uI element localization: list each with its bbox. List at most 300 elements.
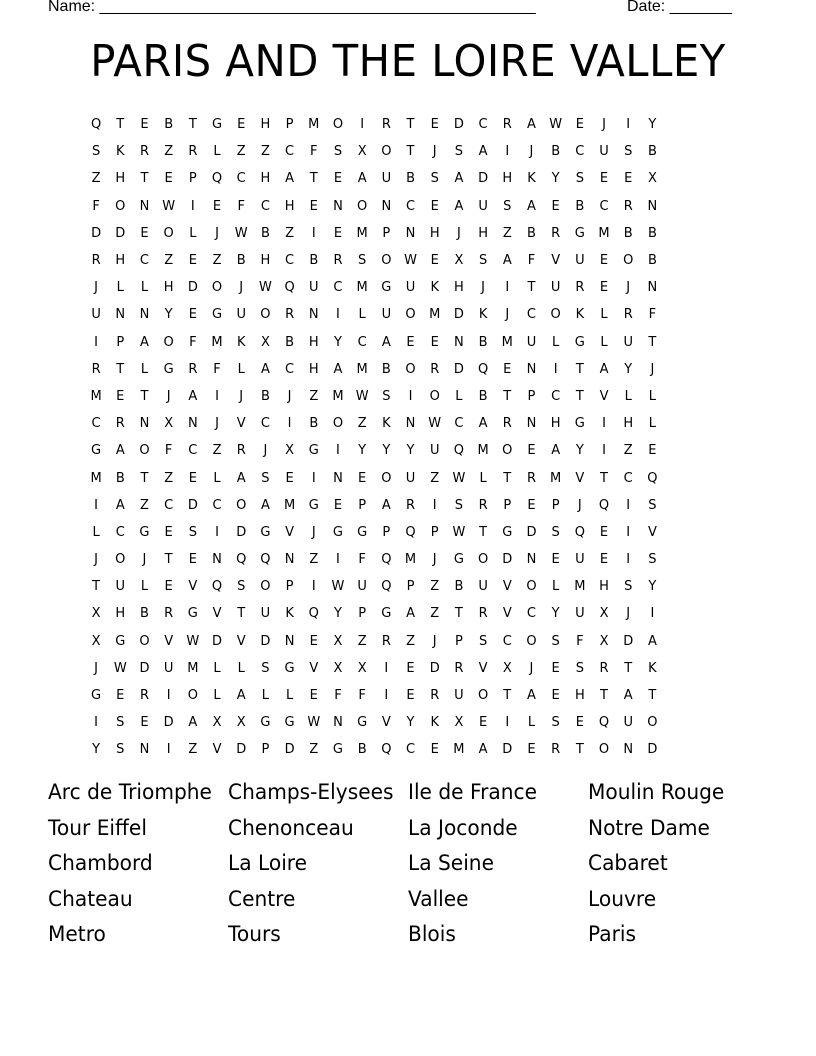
- grid-letter[interactable]: F: [334, 688, 342, 704]
- grid-letter[interactable]: O: [211, 280, 223, 296]
- grid-letter[interactable]: J: [529, 660, 534, 676]
- grid-letter[interactable]: X: [599, 633, 609, 649]
- grid-letter[interactable]: A: [478, 742, 488, 758]
- grid-letter[interactable]: A: [381, 497, 391, 513]
- grid-letter[interactable]: C: [285, 144, 295, 160]
- grid-letter[interactable]: B: [381, 361, 391, 377]
- grid-letter[interactable]: R: [430, 688, 440, 704]
- grid-letter[interactable]: M: [404, 552, 417, 568]
- grid-letter[interactable]: C: [139, 253, 149, 269]
- grid-letter[interactable]: Q: [598, 715, 610, 731]
- grid-letter[interactable]: N: [526, 416, 537, 432]
- grid-letter[interactable]: Z: [357, 633, 367, 649]
- grid-letter[interactable]: O: [477, 688, 489, 704]
- grid-letter[interactable]: H: [599, 579, 609, 595]
- grid-letter[interactable]: S: [454, 497, 464, 513]
- grid-letter[interactable]: C: [91, 416, 101, 432]
- grid-letter[interactable]: O: [647, 715, 658, 731]
- grid-letter[interactable]: A: [285, 171, 295, 187]
- grid-letter[interactable]: J: [626, 606, 631, 622]
- grid-letter[interactable]: L: [624, 388, 632, 404]
- grid-letter[interactable]: O: [526, 633, 537, 649]
- grid-letter[interactable]: S: [575, 171, 584, 187]
- grid-letter[interactable]: U: [526, 334, 537, 350]
- grid-letter[interactable]: J: [142, 552, 147, 568]
- grid-letter[interactable]: Z: [309, 742, 319, 758]
- grid-letter[interactable]: T: [140, 388, 149, 404]
- grid-letter[interactable]: D: [647, 742, 658, 758]
- grid-letter[interactable]: Y: [648, 579, 657, 595]
- grid-letter[interactable]: E: [188, 253, 197, 269]
- grid-letter[interactable]: A: [115, 443, 125, 459]
- grid-letter[interactable]: V: [212, 742, 222, 758]
- grid-letter[interactable]: D: [526, 524, 537, 540]
- grid-letter[interactable]: L: [140, 280, 149, 296]
- grid-letter[interactable]: O: [381, 253, 392, 269]
- grid-letter[interactable]: M: [356, 225, 368, 241]
- grid-letter[interactable]: J: [650, 361, 655, 377]
- grid-letter[interactable]: S: [261, 660, 270, 676]
- grid-letter[interactable]: O: [357, 198, 368, 214]
- grid-letter[interactable]: R: [333, 253, 343, 269]
- grid-letter[interactable]: Q: [647, 470, 658, 486]
- grid-letter[interactable]: Z: [164, 144, 174, 160]
- grid-letter[interactable]: T: [92, 579, 101, 595]
- grid-letter[interactable]: I: [505, 715, 510, 731]
- grid-letter[interactable]: V: [381, 715, 391, 731]
- grid-letter[interactable]: E: [599, 524, 609, 540]
- grid-letter[interactable]: E: [188, 470, 197, 486]
- grid-letter[interactable]: O: [115, 198, 126, 214]
- grid-letter[interactable]: A: [527, 198, 536, 214]
- grid-letter[interactable]: V: [164, 633, 174, 649]
- grid-letter[interactable]: R: [381, 117, 391, 133]
- grid-letter[interactable]: Q: [90, 117, 102, 133]
- grid-letter[interactable]: O: [260, 307, 271, 323]
- grid-letter[interactable]: E: [333, 225, 343, 241]
- grid-letter[interactable]: L: [237, 660, 245, 676]
- grid-letter[interactable]: G: [381, 280, 392, 296]
- grid-letter[interactable]: Z: [502, 225, 512, 241]
- grid-letter[interactable]: P: [188, 171, 197, 187]
- grid-letter[interactable]: S: [503, 198, 512, 214]
- grid-letter[interactable]: A: [357, 171, 367, 187]
- grid-letter[interactable]: E: [333, 497, 343, 513]
- grid-letter[interactable]: B: [406, 171, 415, 187]
- grid-letter[interactable]: C: [236, 171, 246, 187]
- grid-letter[interactable]: R: [623, 198, 633, 214]
- grid-letter[interactable]: I: [336, 552, 340, 568]
- grid-letter[interactable]: L: [261, 688, 270, 704]
- grid-letter[interactable]: F: [92, 198, 100, 214]
- grid-letter[interactable]: B: [115, 470, 125, 486]
- grid-letter[interactable]: L: [189, 225, 197, 241]
- grid-letter[interactable]: H: [284, 198, 295, 214]
- grid-letter[interactable]: C: [623, 470, 633, 486]
- grid-letter[interactable]: N: [381, 198, 392, 214]
- grid-letter[interactable]: P: [285, 117, 294, 133]
- grid-letter[interactable]: P: [358, 497, 367, 513]
- grid-letter[interactable]: S: [237, 579, 246, 595]
- grid-letter[interactable]: Q: [284, 280, 295, 296]
- grid-letter[interactable]: E: [478, 715, 488, 731]
- grid-letter[interactable]: V: [575, 470, 585, 486]
- grid-letter[interactable]: W: [452, 470, 466, 486]
- grid-letter[interactable]: V: [188, 579, 198, 595]
- grid-letter[interactable]: U: [550, 280, 561, 296]
- grid-letter[interactable]: R: [91, 253, 101, 269]
- grid-letter[interactable]: J: [287, 388, 292, 404]
- grid-letter[interactable]: I: [215, 388, 219, 404]
- grid-letter[interactable]: A: [527, 688, 536, 704]
- grid-letter[interactable]: Q: [574, 524, 585, 540]
- grid-letter[interactable]: S: [551, 524, 560, 540]
- grid-letter[interactable]: Z: [91, 171, 101, 187]
- grid-letter[interactable]: F: [358, 688, 366, 704]
- grid-letter[interactable]: E: [116, 688, 125, 704]
- grid-letter[interactable]: T: [648, 688, 657, 704]
- grid-letter[interactable]: D: [478, 171, 489, 187]
- grid-letter[interactable]: J: [215, 416, 219, 432]
- grid-letter[interactable]: V: [236, 633, 246, 649]
- grid-letter[interactable]: W: [186, 633, 200, 649]
- grid-letter[interactable]: H: [550, 416, 561, 432]
- grid-letter[interactable]: N: [647, 198, 658, 214]
- grid-letter[interactable]: X: [260, 334, 270, 350]
- grid-letter[interactable]: H: [308, 361, 319, 377]
- grid-letter[interactable]: L: [552, 334, 560, 350]
- grid-letter[interactable]: C: [285, 253, 295, 269]
- grid-letter[interactable]: L: [116, 280, 124, 296]
- grid-letter[interactable]: A: [381, 334, 391, 350]
- grid-letter[interactable]: U: [623, 715, 633, 731]
- grid-letter[interactable]: E: [406, 688, 415, 704]
- grid-letter[interactable]: J: [166, 388, 171, 404]
- grid-letter[interactable]: W: [258, 280, 272, 296]
- grid-letter[interactable]: I: [166, 742, 171, 758]
- grid-letter[interactable]: E: [551, 552, 560, 568]
- grid-letter[interactable]: A: [478, 144, 488, 160]
- grid-letter[interactable]: D: [91, 225, 102, 241]
- grid-letter[interactable]: H: [260, 117, 271, 133]
- grid-letter[interactable]: U: [405, 280, 416, 296]
- grid-letter[interactable]: V: [551, 253, 561, 269]
- grid-letter[interactable]: P: [503, 497, 512, 513]
- grid-letter[interactable]: I: [408, 388, 413, 404]
- grid-letter[interactable]: E: [237, 117, 246, 133]
- grid-letter[interactable]: L: [455, 388, 463, 404]
- grid-letter[interactable]: U: [309, 280, 319, 296]
- grid-letter[interactable]: Q: [477, 361, 489, 377]
- grid-letter[interactable]: O: [381, 470, 392, 486]
- grid-letter[interactable]: U: [381, 307, 392, 323]
- grid-letter[interactable]: S: [624, 579, 633, 595]
- grid-letter[interactable]: N: [139, 742, 150, 758]
- grid-letter[interactable]: R: [478, 497, 488, 513]
- grid-letter[interactable]: D: [212, 633, 223, 649]
- grid-letter[interactable]: Z: [357, 416, 367, 432]
- grid-letter[interactable]: Y: [551, 606, 560, 622]
- grid-letter[interactable]: A: [333, 361, 343, 377]
- grid-letter[interactable]: J: [239, 280, 244, 296]
- grid-letter[interactable]: O: [405, 361, 416, 377]
- grid-letter[interactable]: J: [239, 388, 244, 404]
- grid-letter[interactable]: N: [139, 307, 150, 323]
- grid-letter[interactable]: K: [478, 307, 488, 323]
- grid-letter[interactable]: R: [599, 660, 609, 676]
- grid-letter[interactable]: W: [355, 388, 369, 404]
- grid-letter[interactable]: P: [382, 524, 391, 540]
- grid-letter[interactable]: R: [502, 416, 512, 432]
- grid-letter[interactable]: M: [550, 470, 562, 486]
- grid-letter[interactable]: E: [116, 388, 125, 404]
- grid-letter[interactable]: I: [384, 660, 389, 676]
- grid-letter[interactable]: L: [140, 361, 149, 377]
- grid-letter[interactable]: X: [599, 606, 609, 622]
- grid-letter[interactable]: T: [503, 470, 512, 486]
- grid-letter[interactable]: I: [311, 579, 316, 595]
- grid-letter[interactable]: G: [139, 524, 150, 540]
- grid-letter[interactable]: G: [574, 334, 585, 350]
- grid-letter[interactable]: M: [453, 742, 465, 758]
- grid-letter[interactable]: F: [576, 633, 584, 649]
- grid-letter[interactable]: E: [406, 660, 415, 676]
- grid-letter[interactable]: N: [139, 416, 150, 432]
- grid-letter[interactable]: Z: [140, 497, 149, 513]
- grid-letter[interactable]: N: [333, 198, 343, 214]
- grid-letter[interactable]: N: [308, 307, 319, 323]
- grid-letter[interactable]: F: [164, 443, 173, 459]
- grid-letter[interactable]: H: [115, 606, 126, 622]
- grid-letter[interactable]: H: [478, 225, 488, 241]
- grid-letter[interactable]: A: [188, 715, 198, 731]
- grid-letter[interactable]: C: [478, 117, 488, 133]
- grid-letter[interactable]: U: [599, 144, 609, 160]
- grid-letter[interactable]: M: [356, 280, 368, 296]
- grid-letter[interactable]: X: [333, 660, 343, 676]
- grid-letter[interactable]: K: [430, 715, 439, 731]
- grid-letter[interactable]: G: [284, 715, 295, 731]
- grid-letter[interactable]: Y: [648, 117, 657, 133]
- grid-letter[interactable]: E: [164, 579, 173, 595]
- grid-letter[interactable]: A: [260, 497, 270, 513]
- grid-letter[interactable]: T: [575, 388, 584, 404]
- grid-letter[interactable]: N: [333, 470, 343, 486]
- grid-letter[interactable]: A: [502, 253, 512, 269]
- grid-letter[interactable]: J: [94, 280, 99, 296]
- grid-letter[interactable]: N: [115, 307, 126, 323]
- grid-letter[interactable]: T: [188, 117, 197, 133]
- grid-letter[interactable]: M: [187, 660, 199, 676]
- grid-letter[interactable]: Y: [575, 443, 584, 459]
- grid-letter[interactable]: F: [310, 144, 318, 160]
- grid-letter[interactable]: Y: [92, 742, 101, 758]
- grid-letter[interactable]: X: [502, 660, 512, 676]
- grid-letter[interactable]: Z: [309, 388, 319, 404]
- grid-letter[interactable]: A: [527, 117, 536, 133]
- grid-letter[interactable]: P: [430, 524, 439, 540]
- grid-letter[interactable]: G: [308, 443, 319, 459]
- grid-letter[interactable]: X: [236, 715, 246, 731]
- grid-letter[interactable]: I: [94, 334, 99, 350]
- grid-letter[interactable]: R: [526, 470, 536, 486]
- grid-letter[interactable]: Z: [236, 144, 246, 160]
- grid-letter[interactable]: J: [577, 497, 582, 513]
- grid-letter[interactable]: Z: [285, 225, 295, 241]
- grid-letter[interactable]: K: [116, 144, 125, 160]
- grid-letter[interactable]: T: [454, 606, 463, 622]
- grid-letter[interactable]: P: [454, 633, 463, 649]
- grid-letter[interactable]: N: [187, 416, 198, 432]
- grid-letter[interactable]: G: [163, 361, 174, 377]
- grid-letter[interactable]: J: [94, 660, 99, 676]
- grid-letter[interactable]: F: [237, 198, 245, 214]
- grid-letter[interactable]: J: [94, 552, 99, 568]
- grid-letter[interactable]: X: [454, 253, 464, 269]
- grid-letter[interactable]: L: [213, 660, 221, 676]
- grid-letter[interactable]: B: [357, 742, 367, 758]
- grid-letter[interactable]: F: [358, 552, 366, 568]
- grid-letter[interactable]: B: [140, 606, 149, 622]
- grid-letter[interactable]: K: [382, 416, 391, 432]
- grid-letter[interactable]: A: [454, 198, 464, 214]
- grid-letter[interactable]: I: [287, 416, 292, 432]
- grid-letter[interactable]: I: [626, 524, 631, 540]
- grid-letter[interactable]: P: [527, 388, 536, 404]
- grid-letter[interactable]: E: [188, 307, 197, 323]
- grid-letter[interactable]: C: [260, 198, 270, 214]
- grid-letter[interactable]: E: [309, 633, 318, 649]
- grid-letter[interactable]: S: [188, 524, 197, 540]
- grid-letter[interactable]: M: [332, 388, 344, 404]
- grid-letter[interactable]: C: [115, 524, 125, 540]
- grid-letter[interactable]: S: [358, 253, 367, 269]
- grid-letter[interactable]: N: [284, 633, 295, 649]
- grid-letter[interactable]: C: [502, 633, 512, 649]
- grid-letter[interactable]: K: [527, 171, 536, 187]
- grid-letter[interactable]: L: [285, 688, 294, 704]
- grid-letter[interactable]: J: [215, 225, 219, 241]
- grid-letter[interactable]: S: [116, 742, 125, 758]
- grid-letter[interactable]: G: [187, 606, 198, 622]
- grid-letter[interactable]: B: [309, 253, 319, 269]
- grid-letter[interactable]: E: [599, 280, 609, 296]
- grid-letter[interactable]: D: [139, 660, 150, 676]
- grid-letter[interactable]: D: [623, 633, 634, 649]
- grid-letter[interactable]: V: [236, 416, 246, 432]
- grid-letter[interactable]: J: [432, 552, 437, 568]
- grid-letter[interactable]: A: [115, 497, 125, 513]
- grid-letter[interactable]: T: [309, 171, 318, 187]
- grid-letter[interactable]: E: [599, 253, 609, 269]
- grid-letter[interactable]: N: [333, 715, 343, 731]
- grid-letter[interactable]: R: [551, 225, 561, 241]
- grid-letter[interactable]: I: [626, 552, 631, 568]
- grid-letter[interactable]: V: [285, 524, 295, 540]
- grid-letter[interactable]: P: [116, 334, 125, 350]
- grid-letter[interactable]: U: [429, 443, 440, 459]
- grid-letter[interactable]: L: [213, 144, 221, 160]
- grid-letter[interactable]: R: [502, 117, 512, 133]
- grid-letter[interactable]: H: [574, 688, 585, 704]
- grid-letter[interactable]: G: [574, 416, 585, 432]
- grid-letter[interactable]: E: [188, 552, 197, 568]
- grid-letter[interactable]: D: [502, 552, 513, 568]
- grid-letter[interactable]: T: [116, 117, 125, 133]
- grid-letter[interactable]: L: [358, 307, 366, 323]
- grid-letter[interactable]: M: [90, 470, 102, 486]
- grid-letter[interactable]: Y: [551, 171, 560, 187]
- grid-letter[interactable]: A: [454, 171, 464, 187]
- grid-letter[interactable]: U: [163, 660, 174, 676]
- grid-letter[interactable]: B: [260, 388, 270, 404]
- grid-letter[interactable]: T: [140, 470, 149, 486]
- grid-letter[interactable]: T: [479, 524, 488, 540]
- grid-letter[interactable]: O: [550, 307, 561, 323]
- grid-letter[interactable]: I: [384, 688, 389, 704]
- grid-letter[interactable]: U: [381, 171, 392, 187]
- grid-letter[interactable]: E: [527, 497, 536, 513]
- grid-letter[interactable]: S: [551, 715, 560, 731]
- grid-letter[interactable]: N: [139, 198, 150, 214]
- grid-letter[interactable]: G: [91, 443, 102, 459]
- grid-letter[interactable]: Z: [430, 606, 440, 622]
- grid-letter[interactable]: K: [648, 660, 657, 676]
- grid-letter[interactable]: E: [406, 334, 415, 350]
- grid-letter[interactable]: M: [356, 361, 368, 377]
- grid-letter[interactable]: I: [215, 524, 219, 540]
- grid-letter[interactable]: O: [598, 742, 610, 758]
- grid-letter[interactable]: Z: [164, 253, 174, 269]
- grid-letter[interactable]: T: [406, 144, 415, 160]
- grid-letter[interactable]: J: [456, 225, 461, 241]
- grid-letter[interactable]: O: [429, 388, 440, 404]
- grid-letter[interactable]: I: [626, 497, 631, 513]
- grid-letter[interactable]: N: [284, 552, 295, 568]
- grid-letter[interactable]: R: [188, 361, 198, 377]
- grid-letter[interactable]: Z: [260, 144, 270, 160]
- grid-letter[interactable]: T: [164, 552, 173, 568]
- grid-letter[interactable]: D: [163, 715, 174, 731]
- grid-letter[interactable]: P: [261, 742, 270, 758]
- grid-letter[interactable]: I: [602, 416, 606, 432]
- grid-letter[interactable]: T: [237, 606, 246, 622]
- grid-letter[interactable]: V: [599, 388, 609, 404]
- grid-letter[interactable]: E: [309, 198, 318, 214]
- grid-letter[interactable]: R: [139, 688, 149, 704]
- grid-letter[interactable]: B: [647, 144, 657, 160]
- grid-letter[interactable]: B: [647, 225, 657, 241]
- grid-letter[interactable]: E: [503, 361, 512, 377]
- name-field[interactable]: Name: _________________________________________________: [48, 0, 536, 15]
- grid-letter[interactable]: Q: [405, 524, 416, 540]
- grid-letter[interactable]: P: [358, 606, 367, 622]
- grid-letter[interactable]: Z: [164, 470, 174, 486]
- grid-letter[interactable]: L: [237, 361, 245, 377]
- grid-letter[interactable]: Z: [188, 742, 198, 758]
- grid-letter[interactable]: I: [166, 688, 171, 704]
- grid-letter[interactable]: C: [526, 307, 536, 323]
- grid-letter[interactable]: G: [211, 117, 223, 133]
- grid-letter[interactable]: E: [140, 715, 149, 731]
- grid-letter[interactable]: O: [381, 144, 392, 160]
- grid-letter[interactable]: D: [453, 361, 464, 377]
- grid-letter[interactable]: L: [600, 307, 608, 323]
- grid-letter[interactable]: I: [336, 443, 340, 459]
- grid-letter[interactable]: N: [647, 280, 658, 296]
- grid-letter[interactable]: J: [432, 144, 437, 160]
- grid-letter[interactable]: H: [115, 171, 126, 187]
